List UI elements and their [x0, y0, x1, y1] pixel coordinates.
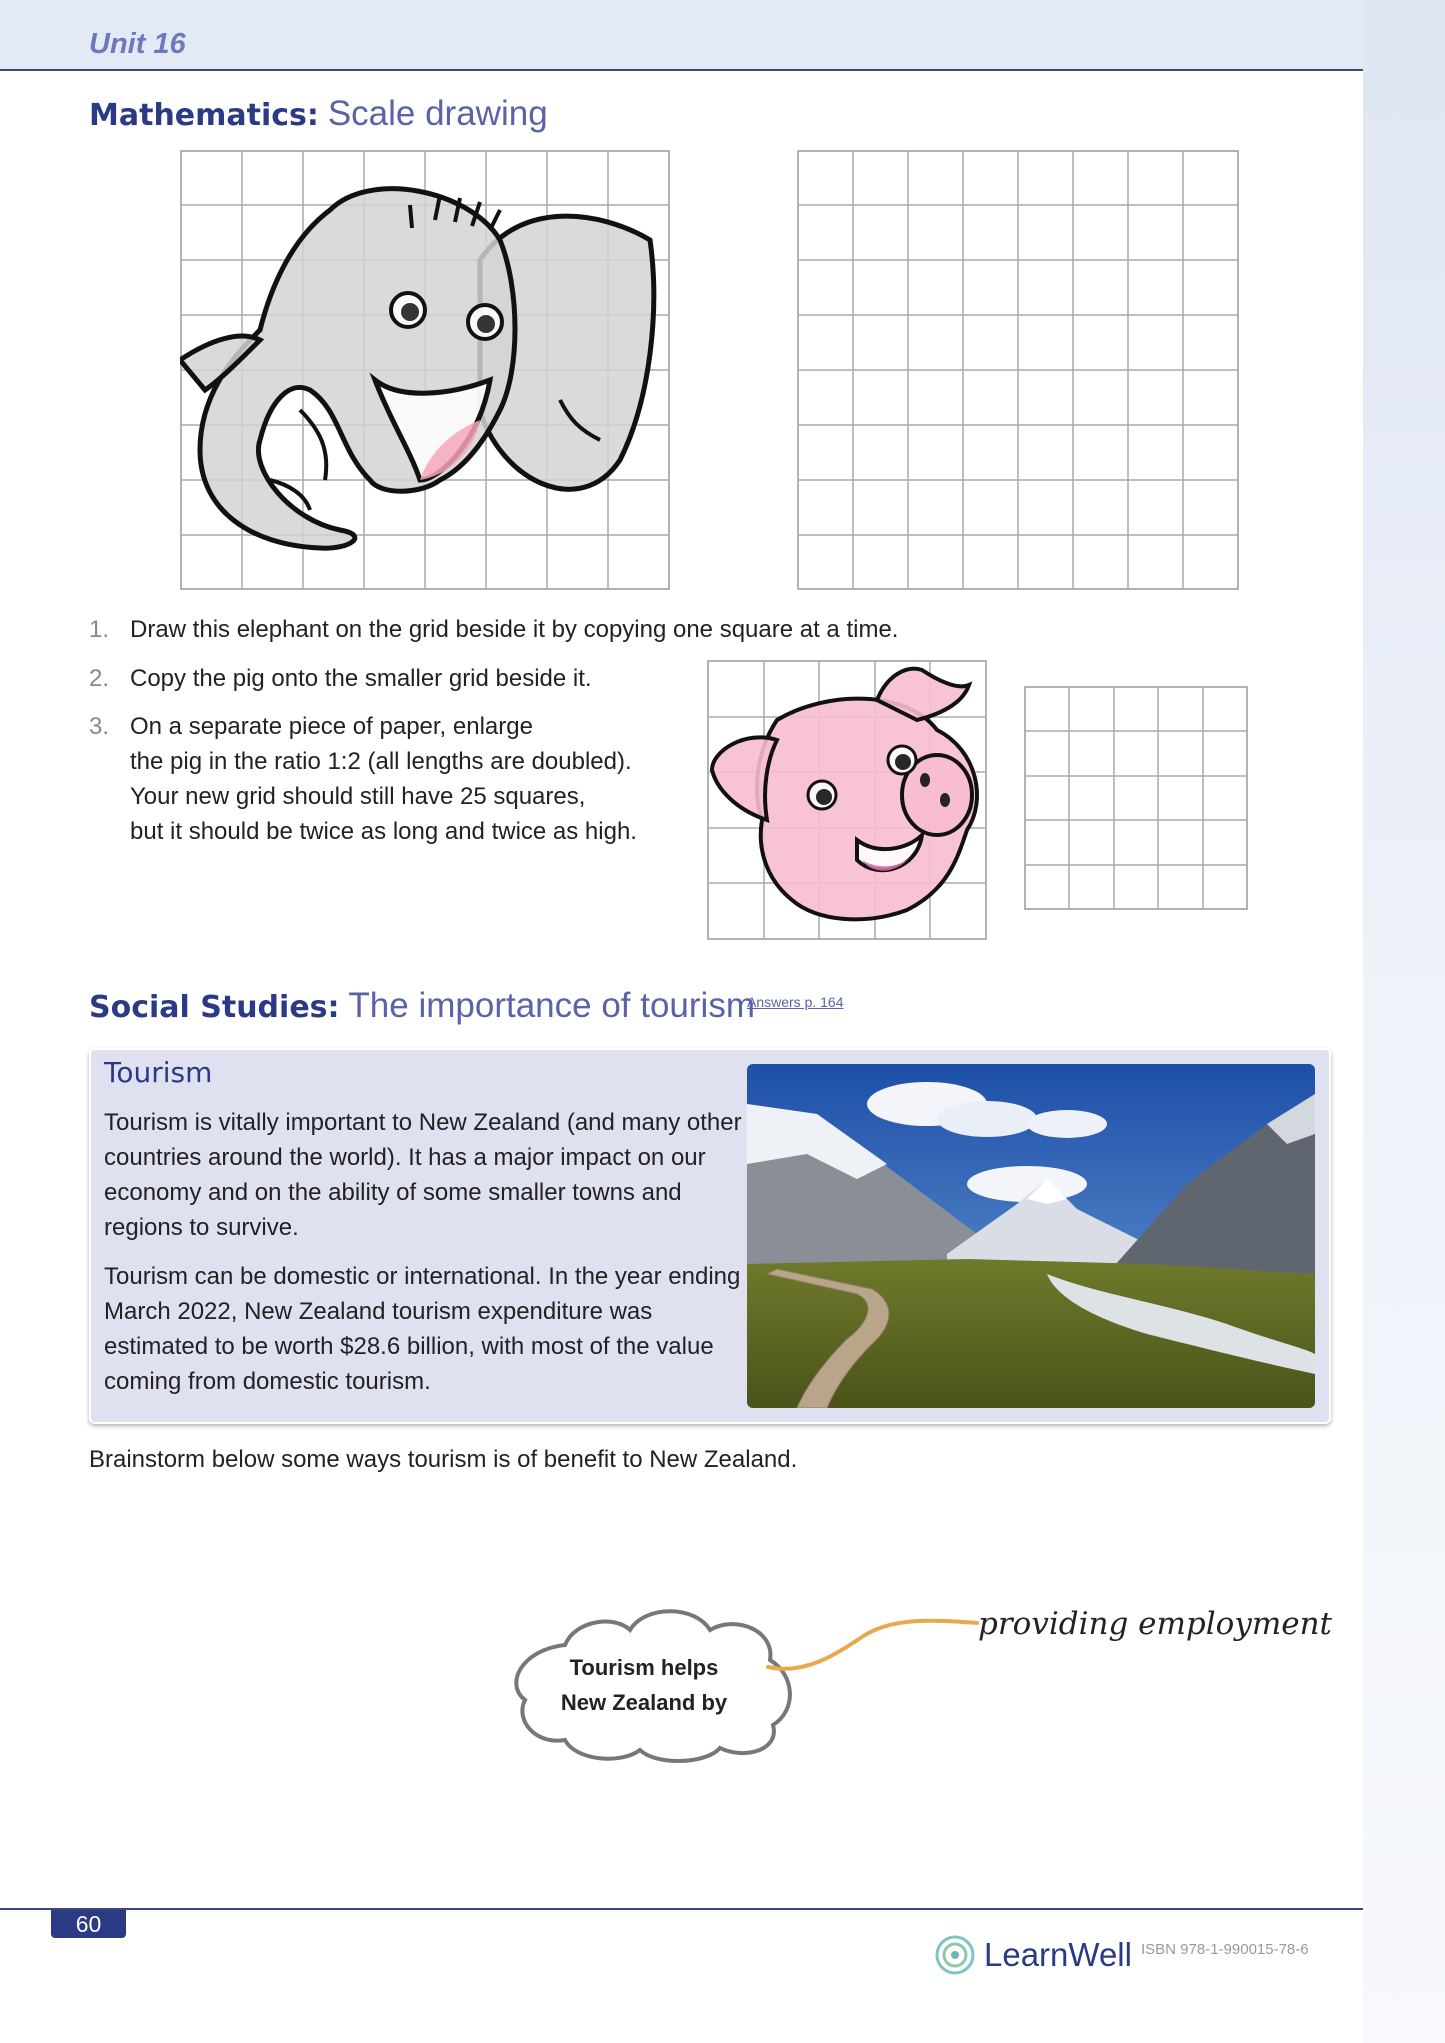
question-number: 1. [89, 616, 110, 643]
connector-line [765, 1615, 980, 1675]
question-text [130, 709, 700, 849]
tourism-paragraph-1: Tourism is vitally important to New Zealand (and many other countries around the world). It has a major impact on our economy and on the ability of some smaller towns and regions to survive. [104, 1109, 742, 1241]
empty-elephant-grid[interactable] [797, 150, 1241, 592]
social-section-name: The importance of tourism [348, 986, 755, 1025]
social-section-title [89, 986, 755, 1026]
learnwell-logo-icon [934, 1934, 976, 1976]
question-3 [89, 709, 709, 859]
learnwell-logo-text: LearnWell [984, 1936, 1132, 1973]
question-line: but it should be twice as long and twice as high. [130, 818, 637, 845]
question-text: Copy the pig onto the smaller grid beside it. [130, 665, 592, 692]
question-number: 3. [89, 713, 110, 740]
tourism-heading: Tourism [104, 1056, 213, 1089]
question-2 [89, 661, 709, 701]
empty-pig-grid[interactable] [1024, 686, 1250, 912]
math-section-title [89, 94, 548, 134]
question-line: Your new grid should still have 25 squares, [130, 783, 586, 810]
cloud-text [544, 1650, 744, 1720]
question-text: Draw this elephant on the grid beside it by copying one square at a time. [130, 616, 899, 643]
cloud-line: New Zealand by [560, 1690, 728, 1715]
cloud-line: Tourism helps [569, 1655, 719, 1680]
question-line: On a separate piece of paper, enlarge [130, 713, 533, 740]
tourism-paragraph-2: Tourism can be domestic or international. In the year ending March 2022, New Zealand tourism expenditure was estimated to be worth $28.6 billion, with most of the value coming from domestic tourism. [104, 1263, 741, 1395]
isbn: ISBN 978-1-990015-78-6 [1141, 1941, 1309, 1958]
elephant-grid [180, 150, 672, 592]
question-number: 2. [89, 665, 110, 692]
unit-title: Unit 16 [89, 28, 186, 60]
social-section-lead: Social Studies: [89, 990, 340, 1025]
question-line: the pig in the ratio 1:2 (all lengths are doubled). [130, 748, 632, 775]
answers-link[interactable]: Answers p. 164 [747, 994, 844, 1010]
math-section-name: Scale drawing [327, 94, 548, 133]
question-1 [89, 612, 989, 652]
page-number: 60 [51, 1910, 126, 1938]
handwritten-answer: providing employment [978, 1606, 1333, 1642]
pig-grid [707, 660, 989, 942]
header-rule [0, 69, 1363, 71]
mountain-landscape-photo [747, 1064, 1315, 1408]
brainstorm-instruction: Brainstorm below some ways tourism is of benefit to New Zealand. [89, 1446, 798, 1473]
footer-rule [0, 1908, 1363, 1910]
math-section-lead: Mathematics: [89, 98, 319, 133]
